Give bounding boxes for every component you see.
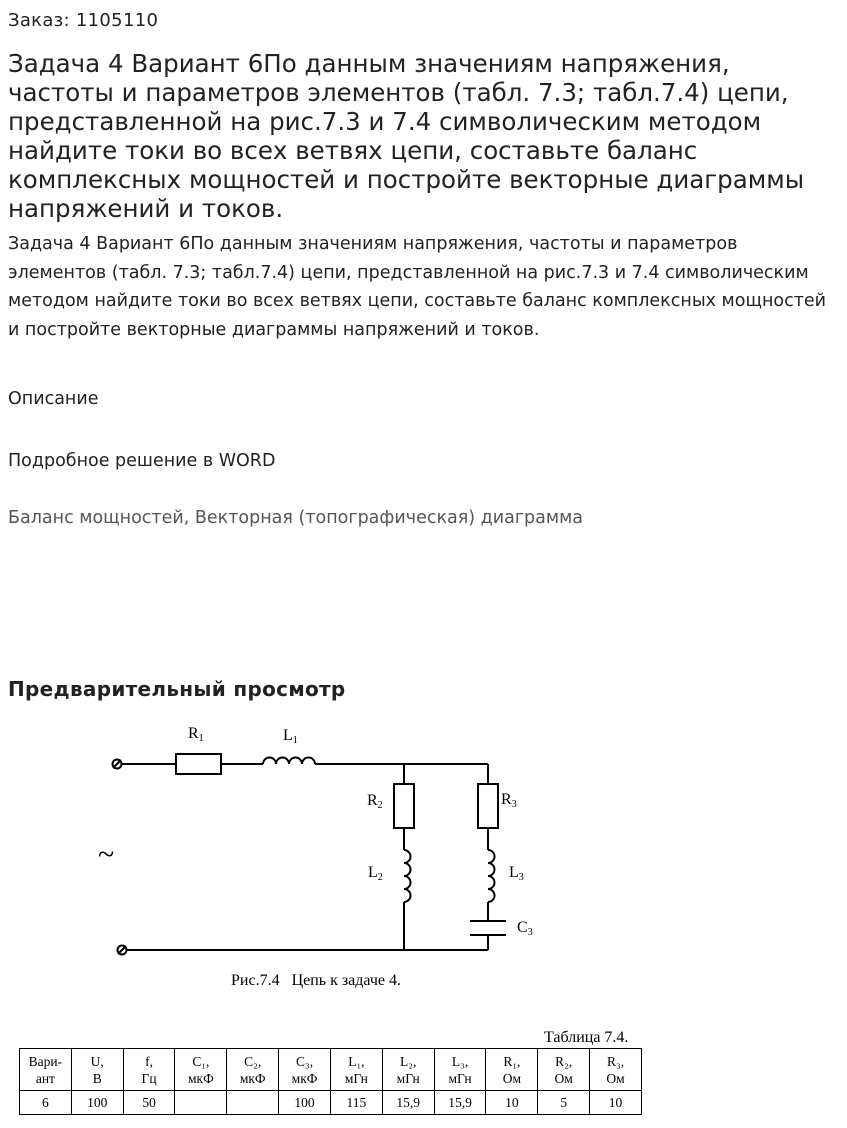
page-title: Задача 4 Вариант 6По данным значениям напряжения, частоты и параметров элементов (табл. 7.3; табл.7.4) цепи, представленной на рис.7.3 и 7.4 символическим методом найдите токи во всех ветвях цепи, составьте баланс комплексных мощностей и постройте векторные диаграммы напряжений и токов. — [8, 49, 805, 223]
preview-heading: Предварительный просмотр — [8, 677, 346, 701]
header-unit: В — [92, 1070, 102, 1086]
header-symbol: U, — [90, 1053, 104, 1069]
label-r2: R2 — [367, 792, 383, 811]
figure-caption: Рис.7.4 Цепь к задаче 4. — [231, 972, 402, 989]
table-cell: 50 — [123, 1091, 175, 1115]
header-unit: мГн — [344, 1070, 368, 1086]
header-unit: мГн — [448, 1070, 472, 1086]
table-header-cell — [486, 1049, 538, 1091]
header-symbol: C₃, — [296, 1053, 314, 1069]
label-r1: R1 — [188, 725, 204, 744]
source-symbol: ~ — [98, 838, 115, 871]
header-symbol: L₂, — [400, 1053, 417, 1069]
table-cell: 100 — [71, 1091, 123, 1115]
table-header-cell — [20, 1049, 72, 1091]
header-symbol: Вари- — [28, 1053, 63, 1069]
header-symbol: R₃, — [607, 1053, 625, 1069]
label-l2: L2 — [368, 864, 383, 883]
inductor-l2 — [404, 850, 411, 902]
description-heading: Описание — [8, 389, 99, 409]
header-unit: Гц — [141, 1070, 157, 1086]
tags-text: Баланс мощностей, Векторная (топографическая) диаграмма — [8, 508, 584, 528]
inductor-l3 — [488, 850, 495, 902]
table-cell — [227, 1091, 279, 1115]
label-c3: C3 — [517, 919, 533, 938]
header-unit: мГн — [396, 1070, 420, 1086]
table-header-cell — [227, 1049, 279, 1091]
table-cell: 10 — [486, 1091, 538, 1115]
circuit-diagram — [0, 710, 847, 1000]
task-description: Задача 4 Вариант 6По данным значениям напряжения, частоты и параметров элементов (табл. 7.3; табл.7.4) цепи, представленной на рис.7.3 и 7.4 символическим методом найдите токи во всех ветвях цепи, составьте баланс комплексных мощностей и постройте векторные диаграммы напряжений и токов. — [8, 234, 827, 340]
header-symbol: L₁, — [348, 1053, 365, 1069]
header-unit: Ом — [606, 1070, 625, 1086]
resistor-r3 — [478, 784, 498, 828]
header-symbol: L₃, — [451, 1053, 469, 1069]
header-unit: мкФ — [291, 1070, 318, 1086]
table-cell: 15,9 — [434, 1091, 486, 1115]
resistor-r2 — [394, 784, 414, 828]
header-unit: Ом — [554, 1070, 573, 1086]
header-unit: ант — [35, 1070, 55, 1086]
header-symbol: f, — [145, 1053, 153, 1069]
header-unit: Ом — [502, 1070, 522, 1086]
label-l3: L3 — [509, 864, 524, 883]
label-l1: L1 — [283, 727, 298, 746]
table-header-cell — [330, 1049, 382, 1091]
header-unit: мкФ — [188, 1070, 214, 1086]
inductor-l1 — [263, 758, 315, 765]
header-symbol: C₂, — [244, 1053, 262, 1069]
table-cell: 15,9 — [382, 1091, 434, 1115]
parameters-table — [19, 1048, 642, 1115]
table-cell — [175, 1091, 227, 1115]
table-header-cell — [71, 1049, 123, 1091]
order-number: Заказ: 1105110 — [8, 10, 159, 31]
table-cell: 100 — [279, 1091, 331, 1115]
table-header-cell — [175, 1049, 227, 1091]
header-symbol: R₁, — [503, 1053, 521, 1069]
header-symbol: C₁, — [192, 1053, 210, 1069]
table-cell: 6 — [20, 1091, 72, 1115]
table-cell: 5 — [538, 1091, 590, 1115]
table-header-cell — [279, 1049, 331, 1091]
resistor-r1 — [176, 754, 221, 774]
table-cell: 10 — [590, 1091, 642, 1115]
header-unit: мкФ — [239, 1070, 266, 1086]
table-header-cell — [590, 1049, 642, 1091]
table-cell: 115 — [330, 1091, 382, 1115]
table-row — [20, 1091, 642, 1115]
table-header-cell — [538, 1049, 590, 1091]
table-header-row — [20, 1049, 642, 1091]
solution-note: Подробное решение в WORD — [8, 451, 276, 471]
table-header-cell — [434, 1049, 486, 1091]
header-symbol: R₂, — [555, 1053, 573, 1069]
table-caption: Таблица 7.4. — [544, 1029, 629, 1046]
table-header-cell — [382, 1049, 434, 1091]
table-header-cell — [123, 1049, 175, 1091]
label-r3: R3 — [501, 791, 517, 810]
